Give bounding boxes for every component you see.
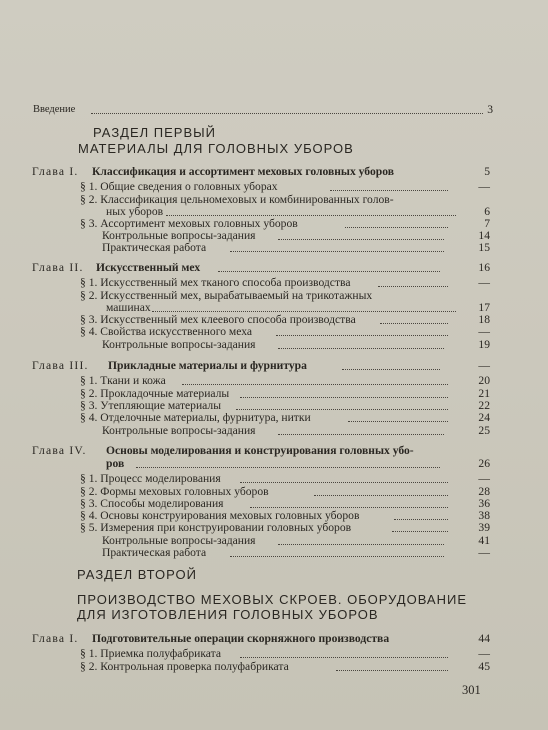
toc-page-number: 21 [478, 387, 490, 400]
leader-dots [236, 409, 448, 410]
toc-entry-label: Контрольные вопросы-задания [102, 534, 256, 547]
toc-page-number: 22 [478, 399, 490, 412]
section-title-part2-line1: ПРОИЗВОДСТВО МЕХОВЫХ СКРОЕВ. ОБОРУДОВАНИЕ [77, 592, 468, 607]
toc-chapter-5 [32, 632, 492, 646]
toc-entry-label: § 2. Формы меховых головных уборов [80, 485, 269, 498]
toc-page-number: — [478, 325, 490, 338]
toc-page-number: 16 [478, 261, 490, 274]
chapter-title: Основы моделирования и конструирования головных убо- [106, 444, 414, 457]
toc-entry-label: § 2. Классификация цельномеховых и комбинированных голов- [80, 193, 394, 206]
toc-page-number: 14 [478, 229, 490, 242]
section-title-part1: МАТЕРИАЛЫ ДЛЯ ГОЛОВНЫХ УБОРОВ [78, 141, 354, 156]
toc-page-number: 39 [478, 521, 490, 534]
toc-entry-label: Введение [33, 104, 76, 115]
toc-entry-label: ных уборов [106, 205, 164, 218]
toc-page-number: 36 [478, 497, 490, 510]
toc-page-number: 44 [478, 632, 490, 645]
toc-entry-intro [33, 103, 493, 117]
toc-page-number: — [478, 276, 490, 289]
leader-dots [218, 271, 440, 272]
leader-dots [380, 323, 448, 324]
toc-entry-label: Контрольные вопросы-задания [102, 424, 256, 437]
toc-page-number: 20 [478, 374, 490, 387]
toc-page-number: 19 [478, 338, 490, 351]
toc-entry-label: § 2. Искусственный мех, вырабатываемый на трикотажных [80, 289, 373, 302]
toc-entry [80, 325, 492, 339]
toc-page-number: 45 [478, 660, 490, 673]
chapter-title: Классификация и ассортимент меховых головных уборов [92, 165, 394, 178]
leader-dots [240, 397, 448, 398]
toc-entry-label: § 2. Контрольная проверка полуфабриката [80, 660, 289, 673]
toc-entry-label: § 3. Утепляющие материалы [80, 399, 222, 412]
toc-entry [80, 180, 492, 194]
leader-dots [278, 239, 444, 240]
toc-page-number: 26 [478, 457, 490, 470]
page-number: 301 [462, 683, 481, 697]
toc-entry-label: § 3. Искусственный мех клеевого способа производства [80, 313, 356, 326]
toc-entry [80, 660, 492, 674]
toc-entry-label: Практическая работа [102, 241, 207, 254]
toc-entry-label: § 3. Способы моделирования [80, 497, 224, 510]
toc-entry-label: § 1. Искусственный мех тканого способа производства [80, 276, 351, 289]
toc-entry [80, 521, 492, 535]
toc-entry [102, 338, 492, 352]
toc-page-number: — [478, 472, 490, 485]
toc-entry [80, 276, 492, 290]
toc-page-number: — [478, 647, 490, 660]
toc-page-number: 17 [478, 301, 490, 314]
toc-entry-label: Контрольные вопросы-задания [102, 338, 256, 351]
toc-page-number: — [478, 359, 490, 372]
leader-dots [314, 495, 448, 496]
chapter-title-continued: ров [106, 457, 125, 470]
toc-page-number: 3 [487, 103, 493, 116]
leader-dots [336, 670, 448, 671]
toc-entry-label: § 1. Общие сведения о головных уборах [80, 180, 278, 193]
toc-entry-label: § 4. Свойства искусственного меха [80, 325, 253, 338]
toc-entry [80, 472, 492, 486]
section-title-part2-line2: ДЛЯ ИЗГОТОВЛЕНИЯ ГОЛОВНЫХ УБОРОВ [77, 607, 379, 622]
toc-entry-label: машинах [106, 301, 151, 314]
toc-page-number: — [478, 180, 490, 193]
chapter-title: Подготовительные операции скорняжного производства [92, 632, 390, 645]
toc-entry-label: § 4. Отделочные материалы, фурнитура, нитки [80, 411, 311, 424]
toc-entry [80, 411, 492, 425]
toc-chapter-4 [32, 444, 492, 458]
toc-chapter-2 [32, 261, 492, 275]
toc-entry [102, 424, 492, 438]
toc-page-number: 7 [484, 217, 490, 230]
leader-dots [330, 190, 448, 191]
leader-dots [394, 519, 448, 520]
toc-page-number: 18 [478, 313, 490, 326]
leader-dots [152, 311, 456, 312]
toc-page-number: 41 [478, 534, 490, 547]
toc-entry-label: § 5. Измерения при конструировании головных уборов [80, 521, 352, 534]
toc-entry-label: § 3. Ассортимент меховых головных уборов [80, 217, 298, 230]
chapter-title: Прикладные материалы и фурнитура [108, 359, 307, 372]
toc-page-number: 24 [478, 411, 490, 424]
toc-entry [80, 647, 492, 661]
chapter-prefix: Глава III. [32, 359, 89, 372]
toc-entry-label: § 1. Приемка полуфабриката [80, 647, 222, 660]
leader-dots [345, 227, 448, 228]
leader-dots [278, 434, 444, 435]
leader-dots [136, 467, 440, 468]
chapter-prefix: Глава IV. [32, 444, 87, 457]
toc-page-number: — [478, 546, 490, 559]
toc-entry [102, 546, 492, 560]
chapter-prefix: Глава I. [32, 165, 79, 178]
leader-dots [166, 215, 456, 216]
leader-dots [348, 421, 448, 422]
leader-dots [230, 251, 444, 252]
leader-dots [378, 286, 448, 287]
leader-dots [278, 544, 444, 545]
leader-dots [91, 113, 483, 114]
leader-dots [278, 348, 444, 349]
toc-page-number: 28 [478, 485, 490, 498]
toc-page-number: 25 [478, 424, 490, 437]
toc-page-number: 38 [478, 509, 490, 522]
toc-chapter-3 [32, 359, 492, 373]
toc-page-number: 6 [484, 205, 490, 218]
chapter-title: Искусственный мех [96, 261, 201, 274]
toc-chapter-1 [32, 165, 492, 179]
leader-dots [182, 384, 448, 385]
leader-dots [342, 369, 440, 370]
leader-dots [230, 556, 444, 557]
toc-entry-label: § 1. Процесс моделирования [80, 472, 221, 485]
toc-entry [102, 241, 492, 255]
toc-entry-label: § 2. Прокладочные материалы [80, 387, 230, 400]
section-heading-part1: РАЗДЕЛ ПЕРВЫЙ [93, 125, 217, 140]
leader-dots [276, 335, 448, 336]
toc-entry-label: Практическая работа [102, 546, 207, 559]
toc-entry [80, 374, 492, 388]
toc-entry-label: § 1. Ткани и кожа [80, 374, 166, 387]
toc-entry-label: § 4. Основы конструирования меховых головных уборов [80, 509, 360, 522]
leader-dots [240, 482, 448, 483]
toc-page-number: 15 [478, 241, 490, 254]
chapter-prefix: Глава II. [32, 261, 84, 274]
leader-dots [250, 507, 448, 508]
section-heading-part2: РАЗДЕЛ ВТОРОЙ [77, 567, 197, 582]
leader-dots [240, 657, 448, 658]
toc-entry-label: Контрольные вопросы-задания [102, 229, 256, 242]
chapter-prefix: Глава I. [32, 632, 79, 645]
leader-dots [392, 531, 448, 532]
toc-chapter-4-cont [32, 457, 492, 471]
toc-page-number: 5 [484, 165, 490, 178]
